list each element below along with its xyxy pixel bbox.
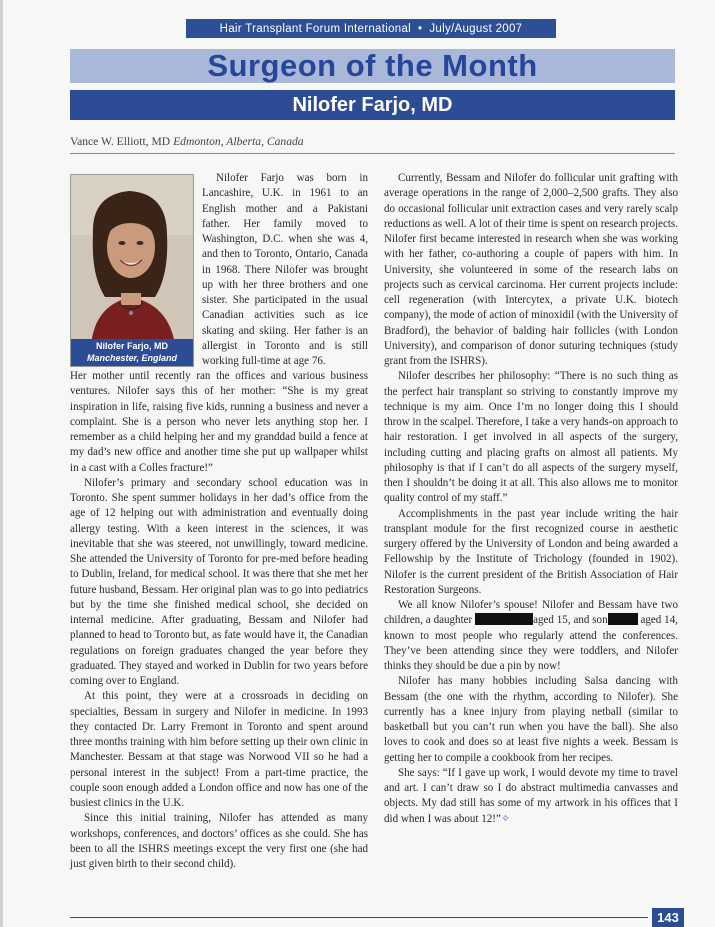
section-title-band: [70, 49, 675, 83]
running-header: [186, 19, 556, 38]
paragraph-family: [384, 598, 678, 674]
paragraph: Nilofer Farjo was born in Lancashire, U.K. in 1961 to an English mother and a Pakistani father. Her family moved to Washington, D.C. when she was 4, and then to Toronto, Ontario, Canada in 1968. There Nilofer was brought up with her three brothers and one sister. She participated in the usual Canadian activities such as ice skating and skiing. Her father is an allergist in Toronto and is still working full-time at age 76.: [202, 172, 368, 367]
byline-rule: [70, 153, 675, 154]
author-location: Edmonton, Alberta, Canada: [173, 135, 304, 148]
photo-caption: [71, 339, 193, 366]
paragraph: Nilofer’s primary and secondary school education was in Toronto. She spent summer holidays in her dad’s office from the age of 12 helping out with administration and eventually doing allergy testing. With a keen interest in the sciences, it was inevitable that she was steered, not unwillingly, toward medicine. She attended the University of Toronto for pre-med before heading to Dublin, Ireland, for medical school. It was there that she met her future husband, Bessam. Her original plan was to go into pediatrics but by the time she finished medical school, she decided on internal medicine. After graduating, Bessam and Nilofer had planned to head to Toronto but, as fate would have it, the Canadian regulations on foreign graduates changed the year before they graduated. They stayed and worked in Dublin for two years before coming over to England.: [70, 476, 368, 687]
redaction-block: [608, 613, 638, 625]
column-2: [384, 171, 678, 827]
subject-name-band: [70, 90, 675, 120]
paragraph: Accomplishments in the past year include writing the hair transplant module for the first recognized course in aesthetic surgery offered by the University of London and being awarded a Fellowship by the Institute of Trichology (founded in 1902). Nilofer is the current president of the British Association of Hair Restoration Surgeons.: [384, 507, 678, 596]
byline: [70, 135, 304, 148]
column-1: [70, 369, 368, 872]
caption-name: Nilofer Farjo, MD: [95, 341, 168, 351]
text-run: She says: “If I gave up work, I would devote my time to travel and art. I can’t draw so I do abstract multimedia canvasses and objects. My dad still has some of my artwork in his offices that I did when I was about 12!”: [384, 766, 678, 825]
caption-location: Manchester, England: [86, 353, 178, 363]
end-mark-icon: ✧: [500, 812, 511, 825]
paragraph: Nilofer has many hobbies including Salsa dancing with Bessam (the one with the rhythm, according to Nilofer). She currently has a knee injury from playing netball (similar to basketball but you can’t run when you have the ball). She also loves to cook and does so at least five nights a week. Bessam is getting her to compile a cookbook from her recipes.: [384, 675, 678, 764]
publication-name: Hair Transplant Forum International: [219, 22, 412, 35]
paragraph: Since this initial training, Nilofer has attended as many workshops, conferences, and doctors’ offices as she could. She has been to all the ISHRS meetings except the very first one (she had just given birth to their second child).: [70, 812, 368, 870]
paragraph-closing: [384, 766, 678, 827]
paragraph: Her mother until recently ran the offices and various business ventures. Nilofer says this of her mother: “She is my great inspiration in life, raising five kids, running a business and never a complaint. She is a person who never lets anything stop her. I remember as a child helping her and my granddad build a fence at my dad’s new office and another time she put up wallpaper whilst in a cast with a Colles fracture!”: [70, 370, 368, 474]
section-title: Surgeon of the Month: [207, 48, 538, 83]
text-run: aged 14, known to most people who regularly attend the conferences. They’ve been attending since they were toddlers, and Nilofer thinks they should be due a pin by now!: [384, 614, 678, 672]
text-run: We all know Nilofer’s spouse! Nilofer and Bessam have two children, a daughter: [384, 599, 678, 627]
paragraph: Currently, Bessam and Nilofer do follicular unit grafting with average operations in the range of 2,000–2,500 grafts. They also do occasional follicular unit extraction cases and very rarely scalp reductions as well. A lot of their time is spent on research projects. Nilofer first became interested in research when she was working with her father, co-authoring a couple of papers with him. In University, she volunteered in some of the research labs on projects such as cervical carcinoma. Her current projects include: cell regeneration (with Intercytex, a private U.K. biotech company), the mode of action of minoxidil (with the University of Bradford), the behavior of balding hair follicles (with London University), and comparison of donor suturing techniques (study grant from the ISHRS).: [384, 172, 678, 367]
page-number: 143: [652, 908, 684, 927]
author-name: Vance W. Elliott, MD: [70, 135, 171, 148]
header-separator: •: [418, 22, 423, 35]
page-edge: [0, 0, 3, 927]
paragraph: At this point, they were at a crossroads in deciding on specialties, Bessam in surgery and Nilofer in medicine. In 1993 they contacted Dr. Larry Fremont in Toronto and spent around three months training with him before setting up their own clinic in Manchester. Bessam at that stage was Norwood VII so he had a personal interest in the subject! From a part-time practice, the couple soon enough added a London office and now has one of the busiest clinics in the U.K.: [70, 690, 368, 809]
subject-name: Nilofer Farjo, MD: [292, 93, 453, 116]
footer-rule: [70, 917, 648, 918]
column-1-intro: [202, 171, 368, 369]
redaction-block: [475, 613, 533, 625]
issue-date: July/August 2007: [429, 22, 523, 35]
paragraph: Nilofer describes her philosophy: “There is no such thing as the perfect hair transplant so striving to constantly improve my technique is my aim. Once I’m no longer doing this I should throw in the scalpel. Therefore, I take a very hands-on approach to hair restoration. I get involved in all aspects of the surgery, including cutting and placing grafts on almost all patients. My philosophy is that if I can’t do all aspects of the surgery myself, then I shouldn’t be doing it at all. This also allows me to monitor quality control of my staff.”: [384, 370, 678, 505]
text-run: aged 15, and son: [533, 614, 608, 627]
